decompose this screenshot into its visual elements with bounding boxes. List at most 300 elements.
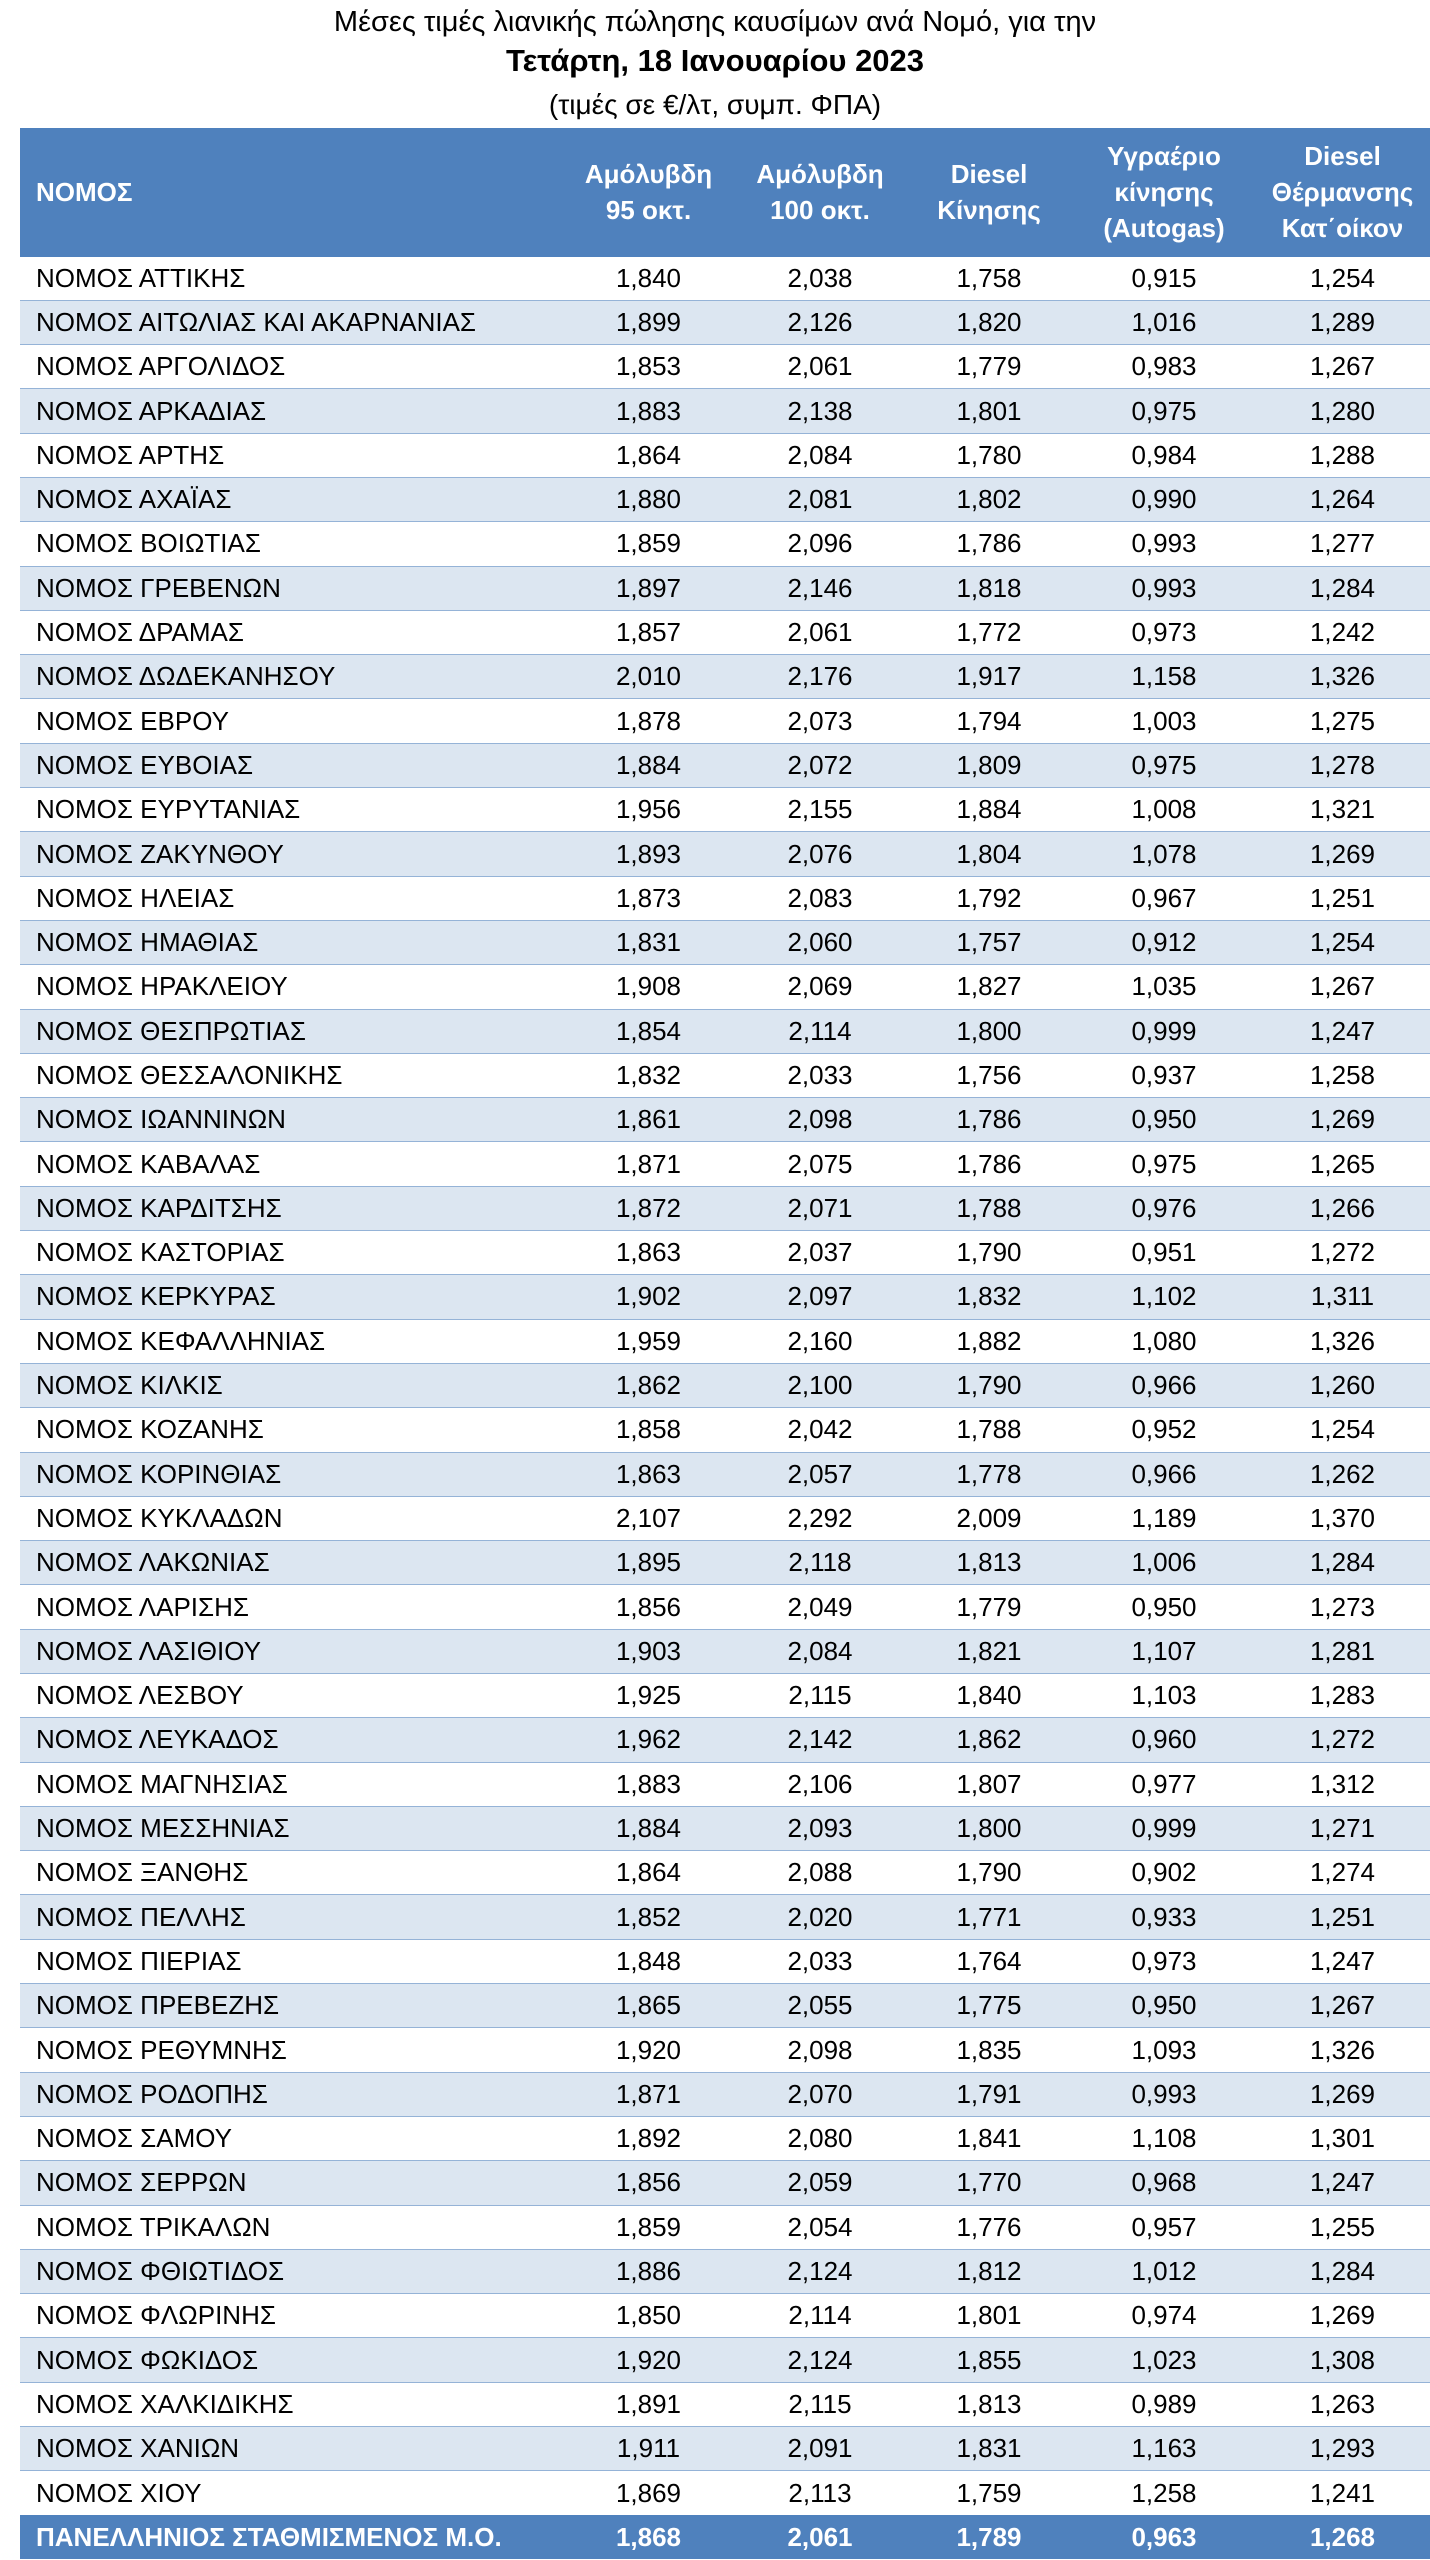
cell-prefecture: ΝΟΜΟΣ ΣΕΡΡΩΝ xyxy=(20,2161,562,2205)
header-unleaded-100: Αμόλυβδη 100 οκτ. xyxy=(735,128,905,256)
cell-autogas: 1,080 xyxy=(1073,1319,1255,1363)
cell-diesel-motion: 1,827 xyxy=(905,965,1073,1009)
table-row xyxy=(20,477,1430,521)
cell-diesel-motion: 1,790 xyxy=(905,1363,1073,1407)
cell-prefecture: ΝΟΜΟΣ ΣΑΜΟΥ xyxy=(20,2116,562,2160)
cell-heating-diesel: 1,254 xyxy=(1255,256,1430,300)
cell-heating-diesel: 1,277 xyxy=(1255,522,1430,566)
cell-unleaded-100: 2,081 xyxy=(735,477,905,521)
cell-unleaded-100: 2,114 xyxy=(735,1009,905,1053)
cell-autogas: 0,977 xyxy=(1073,1762,1255,1806)
cell-unleaded-100: 2,020 xyxy=(735,1895,905,1939)
cell-unleaded-100: 2,060 xyxy=(735,920,905,964)
cell-heating-diesel: 1,254 xyxy=(1255,1408,1430,1452)
cell-heating-diesel: 1,274 xyxy=(1255,1851,1430,1895)
cell-unleaded-95: 1,920 xyxy=(562,2028,735,2072)
cell-autogas: 1,258 xyxy=(1073,2471,1255,2515)
table-row xyxy=(20,300,1430,344)
cell-unleaded-95: 1,911 xyxy=(562,2427,735,2471)
table-row xyxy=(20,433,1430,477)
cell-autogas: 0,902 xyxy=(1073,1851,1255,1895)
cell-prefecture: ΝΟΜΟΣ ΗΡΑΚΛΕΙΟΥ xyxy=(20,965,562,1009)
cell-autogas: 0,993 xyxy=(1073,566,1255,610)
cell-unleaded-100: 2,146 xyxy=(735,566,905,610)
cell-heating-diesel: 1,269 xyxy=(1255,2294,1430,2338)
cell-unleaded-95: 1,862 xyxy=(562,1363,735,1407)
table-row xyxy=(20,1452,1430,1496)
cell-prefecture: ΝΟΜΟΣ ΛΕΥΚΑΔΟΣ xyxy=(20,1718,562,1762)
page-title-line1: Μέσες τιμές λιανικής πώλησης καυσίμων ανά Νομό, για την xyxy=(333,6,1097,38)
cell-heating-diesel: 1,258 xyxy=(1255,1053,1430,1097)
cell-diesel-motion: 1,790 xyxy=(905,1851,1073,1895)
total-unleaded-100: 2,061 xyxy=(787,2521,853,2552)
cell-unleaded-100: 2,088 xyxy=(735,1851,905,1895)
cell-diesel-motion: 1,786 xyxy=(905,522,1073,566)
cell-heating-diesel: 1,242 xyxy=(1255,610,1430,654)
cell-heating-diesel: 1,321 xyxy=(1255,788,1430,832)
cell-unleaded-100: 2,106 xyxy=(735,1762,905,1806)
cell-autogas: 1,093 xyxy=(1073,2028,1255,2072)
cell-diesel-motion: 1,800 xyxy=(905,1806,1073,1850)
cell-autogas: 1,023 xyxy=(1073,2338,1255,2382)
table-row xyxy=(20,1762,1430,1806)
table-row xyxy=(20,345,1430,389)
cell-unleaded-100: 2,160 xyxy=(735,1319,905,1363)
table-row xyxy=(20,965,1430,1009)
cell-heating-diesel: 1,265 xyxy=(1255,1142,1430,1186)
cell-unleaded-100: 2,042 xyxy=(735,1408,905,1452)
table-row xyxy=(20,876,1430,920)
total-label: ΠΑΝΕΛΛΗΝΙΟΣ ΣΤΑΘΜΙΣΜΕΝΟΣ Μ.Ο. xyxy=(36,2521,502,2552)
table-row xyxy=(20,2249,1430,2293)
cell-autogas: 0,993 xyxy=(1073,522,1255,566)
cell-unleaded-95: 1,854 xyxy=(562,1009,735,1053)
cell-prefecture: ΝΟΜΟΣ ΘΕΣΣΑΛΟΝΙΚΗΣ xyxy=(20,1053,562,1097)
cell-autogas: 1,163 xyxy=(1073,2427,1255,2471)
cell-heating-diesel: 1,263 xyxy=(1255,2382,1430,2426)
cell-prefecture: ΝΟΜΟΣ ΧΑΛΚΙΔΙΚΗΣ xyxy=(20,2382,562,2426)
table-row xyxy=(20,389,1430,433)
table-row xyxy=(20,1363,1430,1407)
cell-unleaded-95: 1,872 xyxy=(562,1186,735,1230)
cell-unleaded-95: 1,897 xyxy=(562,566,735,610)
cell-diesel-motion: 1,772 xyxy=(905,610,1073,654)
cell-unleaded-100: 2,057 xyxy=(735,1452,905,1496)
cell-autogas: 1,012 xyxy=(1073,2249,1255,2293)
cell-prefecture: ΝΟΜΟΣ ΕΥΡΥΤΑΝΙΑΣ xyxy=(20,788,562,832)
cell-heating-diesel: 1,269 xyxy=(1255,1098,1430,1142)
cell-unleaded-100: 2,115 xyxy=(735,1674,905,1718)
cell-autogas: 0,950 xyxy=(1073,1098,1255,1142)
cell-prefecture: ΝΟΜΟΣ ΔΡΑΜΑΣ xyxy=(20,610,562,654)
cell-diesel-motion: 1,802 xyxy=(905,477,1073,521)
cell-unleaded-95: 1,850 xyxy=(562,2294,735,2338)
cell-diesel-motion: 1,764 xyxy=(905,1939,1073,1983)
cell-diesel-motion: 1,776 xyxy=(905,2205,1073,2249)
cell-unleaded-95: 1,908 xyxy=(562,965,735,1009)
cell-unleaded-100: 2,076 xyxy=(735,832,905,876)
cell-diesel-motion: 1,821 xyxy=(905,1629,1073,1673)
cell-diesel-motion: 1,756 xyxy=(905,1053,1073,1097)
cell-autogas: 1,158 xyxy=(1073,655,1255,699)
cell-prefecture: ΝΟΜΟΣ ΑΙΤΩΛΙΑΣ ΚΑΙ ΑΚΑΡΝΑΝΙΑΣ xyxy=(20,300,562,344)
cell-prefecture: ΝΟΜΟΣ ΗΜΑΘΙΑΣ xyxy=(20,920,562,964)
table-row xyxy=(20,2161,1430,2205)
cell-unleaded-95: 1,920 xyxy=(562,2338,735,2382)
cell-diesel-motion: 1,831 xyxy=(905,2427,1073,2471)
table-row xyxy=(20,1939,1430,1983)
cell-heating-diesel: 1,267 xyxy=(1255,345,1430,389)
cell-diesel-motion: 1,812 xyxy=(905,2249,1073,2293)
cell-diesel-motion: 1,841 xyxy=(905,2116,1073,2160)
cell-prefecture: ΝΟΜΟΣ ΑΤΤΙΚΗΣ xyxy=(20,256,562,300)
cell-autogas: 0,993 xyxy=(1073,2072,1255,2116)
table-row xyxy=(20,2382,1430,2426)
cell-diesel-motion: 1,884 xyxy=(905,788,1073,832)
cell-unleaded-95: 2,107 xyxy=(562,1496,735,1540)
cell-prefecture: ΝΟΜΟΣ ΚΙΛΚΙΣ xyxy=(20,1363,562,1407)
cell-unleaded-100: 2,176 xyxy=(735,655,905,699)
cell-prefecture: ΝΟΜΟΣ ΞΑΝΘΗΣ xyxy=(20,1851,562,1895)
cell-autogas: 1,003 xyxy=(1073,699,1255,743)
cell-heating-diesel: 1,273 xyxy=(1255,1585,1430,1629)
cell-diesel-motion: 1,786 xyxy=(905,1098,1073,1142)
cell-unleaded-95: 1,857 xyxy=(562,610,735,654)
cell-prefecture: ΝΟΜΟΣ ΚΑΣΤΟΡΙΑΣ xyxy=(20,1231,562,1275)
cell-prefecture: ΝΟΜΟΣ ΘΕΣΠΡΩΤΙΑΣ xyxy=(20,1009,562,1053)
cell-diesel-motion: 1,820 xyxy=(905,300,1073,344)
cell-prefecture: ΝΟΜΟΣ ΜΕΣΣΗΝΙΑΣ xyxy=(20,1806,562,1850)
cell-prefecture: ΝΟΜΟΣ ΚΕΡΚΥΡΑΣ xyxy=(20,1275,562,1319)
cell-prefecture: ΝΟΜΟΣ ΠΡΕΒΕΖΗΣ xyxy=(20,1984,562,2028)
cell-unleaded-100: 2,118 xyxy=(735,1541,905,1585)
cell-heating-diesel: 1,326 xyxy=(1255,1319,1430,1363)
cell-diesel-motion: 1,882 xyxy=(905,1319,1073,1363)
cell-heating-diesel: 1,370 xyxy=(1255,1496,1430,1540)
cell-unleaded-100: 2,114 xyxy=(735,2294,905,2338)
cell-unleaded-95: 1,878 xyxy=(562,699,735,743)
cell-heating-diesel: 1,283 xyxy=(1255,1674,1430,1718)
cell-autogas: 0,966 xyxy=(1073,1452,1255,1496)
cell-diesel-motion: 1,809 xyxy=(905,743,1073,787)
cell-prefecture: ΝΟΜΟΣ ΒΟΙΩΤΙΑΣ xyxy=(20,522,562,566)
cell-prefecture: ΝΟΜΟΣ ΛΑΚΩΝΙΑΣ xyxy=(20,1541,562,1585)
cell-unleaded-100: 2,061 xyxy=(735,610,905,654)
cell-unleaded-100: 2,126 xyxy=(735,300,905,344)
cell-unleaded-95: 1,893 xyxy=(562,832,735,876)
cell-prefecture: ΝΟΜΟΣ ΚΟΡΙΝΘΙΑΣ xyxy=(20,1452,562,1496)
cell-prefecture: ΝΟΜΟΣ ΜΑΓΝΗΣΙΑΣ xyxy=(20,1762,562,1806)
table-row xyxy=(20,1009,1430,1053)
cell-heating-diesel: 1,308 xyxy=(1255,2338,1430,2382)
table-row xyxy=(20,1718,1430,1762)
table-row xyxy=(20,655,1430,699)
cell-unleaded-100: 2,072 xyxy=(735,743,905,787)
cell-unleaded-100: 2,096 xyxy=(735,522,905,566)
cell-prefecture: ΝΟΜΟΣ ΛΑΡΙΣΗΣ xyxy=(20,1585,562,1629)
cell-unleaded-100: 2,080 xyxy=(735,2116,905,2160)
cell-diesel-motion: 1,775 xyxy=(905,1984,1073,2028)
cell-autogas: 0,983 xyxy=(1073,345,1255,389)
cell-autogas: 0,966 xyxy=(1073,1363,1255,1407)
cell-autogas: 0,989 xyxy=(1073,2382,1255,2426)
cell-unleaded-95: 1,856 xyxy=(562,1585,735,1629)
cell-unleaded-95: 1,886 xyxy=(562,2249,735,2293)
cell-unleaded-95: 1,883 xyxy=(562,1762,735,1806)
cell-autogas: 0,957 xyxy=(1073,2205,1255,2249)
cell-diesel-motion: 1,813 xyxy=(905,1541,1073,1585)
cell-unleaded-100: 2,091 xyxy=(735,2427,905,2471)
table-row xyxy=(20,2471,1430,2515)
cell-unleaded-100: 2,113 xyxy=(735,2471,905,2515)
cell-heating-diesel: 1,247 xyxy=(1255,1939,1430,1983)
table-row xyxy=(20,2072,1430,2116)
cell-prefecture: ΝΟΜΟΣ ΔΩΔΕΚΑΝΗΣΟΥ xyxy=(20,655,562,699)
cell-unleaded-100: 2,033 xyxy=(735,1053,905,1097)
cell-unleaded-95: 1,873 xyxy=(562,876,735,920)
cell-diesel-motion: 1,801 xyxy=(905,2294,1073,2338)
cell-autogas: 0,975 xyxy=(1073,743,1255,787)
cell-prefecture: ΝΟΜΟΣ ΑΡΓΟΛΙΔΟΣ xyxy=(20,345,562,389)
cell-diesel-motion: 1,788 xyxy=(905,1408,1073,1452)
cell-heating-diesel: 1,275 xyxy=(1255,699,1430,743)
cell-heating-diesel: 1,312 xyxy=(1255,1762,1430,1806)
cell-autogas: 0,975 xyxy=(1073,389,1255,433)
cell-heating-diesel: 1,288 xyxy=(1255,433,1430,477)
cell-heating-diesel: 1,269 xyxy=(1255,832,1430,876)
cell-diesel-motion: 1,818 xyxy=(905,566,1073,610)
cell-diesel-motion: 1,778 xyxy=(905,1452,1073,1496)
cell-heating-diesel: 1,271 xyxy=(1255,1806,1430,1850)
cell-heating-diesel: 1,293 xyxy=(1255,2427,1430,2471)
cell-autogas: 1,035 xyxy=(1073,965,1255,1009)
cell-prefecture: ΝΟΜΟΣ ΙΩΑΝΝΙΝΩΝ xyxy=(20,1098,562,1142)
table-row xyxy=(20,2338,1430,2382)
cell-unleaded-100: 2,071 xyxy=(735,1186,905,1230)
cell-prefecture: ΝΟΜΟΣ ΑΡΚΑΔΙΑΣ xyxy=(20,389,562,433)
cell-prefecture: ΝΟΜΟΣ ΚΥΚΛΑΔΩΝ xyxy=(20,1496,562,1540)
cell-unleaded-95: 1,925 xyxy=(562,1674,735,1718)
cell-prefecture: ΝΟΜΟΣ ΛΕΣΒΟΥ xyxy=(20,1674,562,1718)
cell-unleaded-100: 2,073 xyxy=(735,699,905,743)
page-subtitle-units: (τιμές σε €/λτ, συμπ. ΦΠΑ) xyxy=(548,89,882,120)
cell-unleaded-95: 1,892 xyxy=(562,2116,735,2160)
cell-autogas: 1,107 xyxy=(1073,1629,1255,1673)
cell-prefecture: ΝΟΜΟΣ ΚΟΖΑΝΗΣ xyxy=(20,1408,562,1452)
total-diesel-motion: 1,789 xyxy=(956,2521,1022,2552)
cell-unleaded-100: 2,097 xyxy=(735,1275,905,1319)
cell-unleaded-100: 2,115 xyxy=(735,2382,905,2426)
cell-diesel-motion: 1,792 xyxy=(905,876,1073,920)
cell-unleaded-95: 1,880 xyxy=(562,477,735,521)
cell-autogas: 1,078 xyxy=(1073,832,1255,876)
cell-heating-diesel: 1,326 xyxy=(1255,2028,1430,2072)
cell-autogas: 0,974 xyxy=(1073,2294,1255,2338)
table-row xyxy=(20,256,1430,300)
cell-heating-diesel: 1,247 xyxy=(1255,2161,1430,2205)
cell-unleaded-95: 1,859 xyxy=(562,2205,735,2249)
cell-diesel-motion: 1,759 xyxy=(905,2471,1073,2515)
cell-unleaded-95: 1,856 xyxy=(562,2161,735,2205)
table-row xyxy=(20,1851,1430,1895)
cell-unleaded-100: 2,070 xyxy=(735,2072,905,2116)
cell-autogas: 0,999 xyxy=(1073,1806,1255,1850)
total-unleaded-95: 1,868 xyxy=(615,2521,682,2552)
cell-unleaded-100: 2,142 xyxy=(735,1718,905,1762)
cell-unleaded-100: 2,124 xyxy=(735,2338,905,2382)
cell-unleaded-100: 2,083 xyxy=(735,876,905,920)
cell-prefecture: ΝΟΜΟΣ ΦΩΚΙΔΟΣ xyxy=(20,2338,562,2382)
cell-heating-diesel: 1,280 xyxy=(1255,389,1430,433)
table-row xyxy=(20,1098,1430,1142)
table-total-row xyxy=(20,2515,1430,2559)
table-row xyxy=(20,743,1430,787)
cell-prefecture: ΝΟΜΟΣ ΠΕΛΛΗΣ xyxy=(20,1895,562,1939)
cell-unleaded-95: 1,848 xyxy=(562,1939,735,1983)
cell-autogas: 0,950 xyxy=(1073,1984,1255,2028)
cell-prefecture: ΝΟΜΟΣ ΚΕΦΑΛΛΗΝΙΑΣ xyxy=(20,1319,562,1363)
table-row xyxy=(20,2205,1430,2249)
cell-unleaded-95: 1,883 xyxy=(562,389,735,433)
cell-diesel-motion: 1,835 xyxy=(905,2028,1073,2072)
cell-diesel-motion: 1,791 xyxy=(905,2072,1073,2116)
cell-heating-diesel: 1,267 xyxy=(1255,965,1430,1009)
table-row xyxy=(20,699,1430,743)
table-row xyxy=(20,2427,1430,2471)
cell-prefecture: ΝΟΜΟΣ ΠΙΕΡΙΑΣ xyxy=(20,1939,562,1983)
cell-diesel-motion: 1,770 xyxy=(905,2161,1073,2205)
cell-unleaded-95: 1,895 xyxy=(562,1541,735,1585)
cell-prefecture: ΝΟΜΟΣ ΕΒΡΟΥ xyxy=(20,699,562,743)
cell-autogas: 0,967 xyxy=(1073,876,1255,920)
table-row xyxy=(20,566,1430,610)
cell-unleaded-100: 2,049 xyxy=(735,1585,905,1629)
cell-unleaded-95: 1,884 xyxy=(562,1806,735,1850)
table-row xyxy=(20,2294,1430,2338)
cell-diesel-motion: 2,009 xyxy=(905,1496,1073,1540)
cell-heating-diesel: 1,241 xyxy=(1255,2471,1430,2515)
cell-unleaded-100: 2,054 xyxy=(735,2205,905,2249)
cell-unleaded-95: 1,891 xyxy=(562,2382,735,2426)
cell-diesel-motion: 1,779 xyxy=(905,345,1073,389)
cell-heating-diesel: 1,254 xyxy=(1255,920,1430,964)
cell-diesel-motion: 1,801 xyxy=(905,389,1073,433)
total-autogas: 0,963 xyxy=(1131,2521,1197,2552)
cell-heating-diesel: 1,284 xyxy=(1255,1541,1430,1585)
cell-diesel-motion: 1,757 xyxy=(905,920,1073,964)
cell-autogas: 0,951 xyxy=(1073,1231,1255,1275)
cell-diesel-motion: 1,771 xyxy=(905,1895,1073,1939)
cell-autogas: 1,008 xyxy=(1073,788,1255,832)
cell-autogas: 0,999 xyxy=(1073,1009,1255,1053)
cell-unleaded-100: 2,098 xyxy=(735,2028,905,2072)
cell-prefecture: ΝΟΜΟΣ ΑΡΤΗΣ xyxy=(20,433,562,477)
cell-unleaded-100: 2,069 xyxy=(735,965,905,1009)
cell-diesel-motion: 1,788 xyxy=(905,1186,1073,1230)
cell-unleaded-95: 1,832 xyxy=(562,1053,735,1097)
table-row xyxy=(20,920,1430,964)
cell-unleaded-100: 2,098 xyxy=(735,1098,905,1142)
cell-prefecture: ΝΟΜΟΣ ΓΡΕΒΕΝΩΝ xyxy=(20,566,562,610)
cell-heating-diesel: 1,311 xyxy=(1255,1275,1430,1319)
cell-heating-diesel: 1,272 xyxy=(1255,1718,1430,1762)
cell-diesel-motion: 1,780 xyxy=(905,433,1073,477)
table-row xyxy=(20,1585,1430,1629)
cell-heating-diesel: 1,247 xyxy=(1255,1009,1430,1053)
table-header-row xyxy=(20,128,1430,256)
cell-heating-diesel: 1,251 xyxy=(1255,1895,1430,1939)
cell-unleaded-95: 1,871 xyxy=(562,1142,735,1186)
cell-unleaded-100: 2,055 xyxy=(735,1984,905,2028)
cell-unleaded-100: 2,084 xyxy=(735,1629,905,1673)
cell-unleaded-100: 2,061 xyxy=(735,345,905,389)
cell-unleaded-95: 1,865 xyxy=(562,1984,735,2028)
cell-unleaded-100: 2,037 xyxy=(735,1231,905,1275)
table-row xyxy=(20,1186,1430,1230)
cell-unleaded-95: 1,864 xyxy=(562,433,735,477)
cell-unleaded-95: 1,956 xyxy=(562,788,735,832)
cell-autogas: 0,973 xyxy=(1073,610,1255,654)
cell-heating-diesel: 1,284 xyxy=(1255,2249,1430,2293)
table-row xyxy=(20,1408,1430,1452)
cell-unleaded-95: 1,864 xyxy=(562,1851,735,1895)
cell-unleaded-100: 2,093 xyxy=(735,1806,905,1850)
cell-diesel-motion: 1,779 xyxy=(905,1585,1073,1629)
cell-unleaded-95: 1,959 xyxy=(562,1319,735,1363)
cell-autogas: 0,933 xyxy=(1073,1895,1255,1939)
cell-prefecture: ΝΟΜΟΣ ΗΛΕΙΑΣ xyxy=(20,876,562,920)
cell-prefecture: ΝΟΜΟΣ ΤΡΙΚΑΛΩΝ xyxy=(20,2205,562,2249)
cell-diesel-motion: 1,807 xyxy=(905,1762,1073,1806)
cell-diesel-motion: 1,813 xyxy=(905,2382,1073,2426)
cell-diesel-motion: 1,804 xyxy=(905,832,1073,876)
cell-autogas: 1,189 xyxy=(1073,1496,1255,1540)
cell-unleaded-95: 1,840 xyxy=(562,256,735,300)
cell-unleaded-95: 1,871 xyxy=(562,2072,735,2116)
cell-autogas: 0,915 xyxy=(1073,256,1255,300)
cell-autogas: 0,912 xyxy=(1073,920,1255,964)
cell-unleaded-95: 1,861 xyxy=(562,1098,735,1142)
cell-unleaded-95: 1,863 xyxy=(562,1452,735,1496)
cell-unleaded-95: 1,869 xyxy=(562,2471,735,2515)
table-row xyxy=(20,610,1430,654)
cell-heating-diesel: 1,284 xyxy=(1255,566,1430,610)
cell-autogas: 1,016 xyxy=(1073,300,1255,344)
cell-unleaded-100: 2,059 xyxy=(735,2161,905,2205)
cell-prefecture: ΝΟΜΟΣ ΡΕΘΥΜΝΗΣ xyxy=(20,2028,562,2072)
table-row xyxy=(20,1674,1430,1718)
cell-prefecture: ΝΟΜΟΣ ΧΙΟΥ xyxy=(20,2471,562,2515)
table-row xyxy=(20,1806,1430,1850)
cell-diesel-motion: 1,917 xyxy=(905,655,1073,699)
table-row xyxy=(20,1541,1430,1585)
cell-diesel-motion: 1,786 xyxy=(905,1142,1073,1186)
cell-unleaded-95: 1,962 xyxy=(562,1718,735,1762)
cell-autogas: 0,968 xyxy=(1073,2161,1255,2205)
cell-prefecture: ΝΟΜΟΣ ΖΑΚΥΝΘΟΥ xyxy=(20,832,562,876)
table-row xyxy=(20,1275,1430,1319)
table-row xyxy=(20,1629,1430,1673)
table-row xyxy=(20,832,1430,876)
total-heating-diesel: 1,268 xyxy=(1309,2521,1376,2552)
cell-autogas: 0,976 xyxy=(1073,1186,1255,1230)
cell-heating-diesel: 1,255 xyxy=(1255,2205,1430,2249)
cell-autogas: 0,973 xyxy=(1073,1939,1255,1983)
cell-autogas: 1,103 xyxy=(1073,1674,1255,1718)
table-row xyxy=(20,2116,1430,2160)
cell-heating-diesel: 1,266 xyxy=(1255,1186,1430,1230)
cell-heating-diesel: 1,251 xyxy=(1255,876,1430,920)
